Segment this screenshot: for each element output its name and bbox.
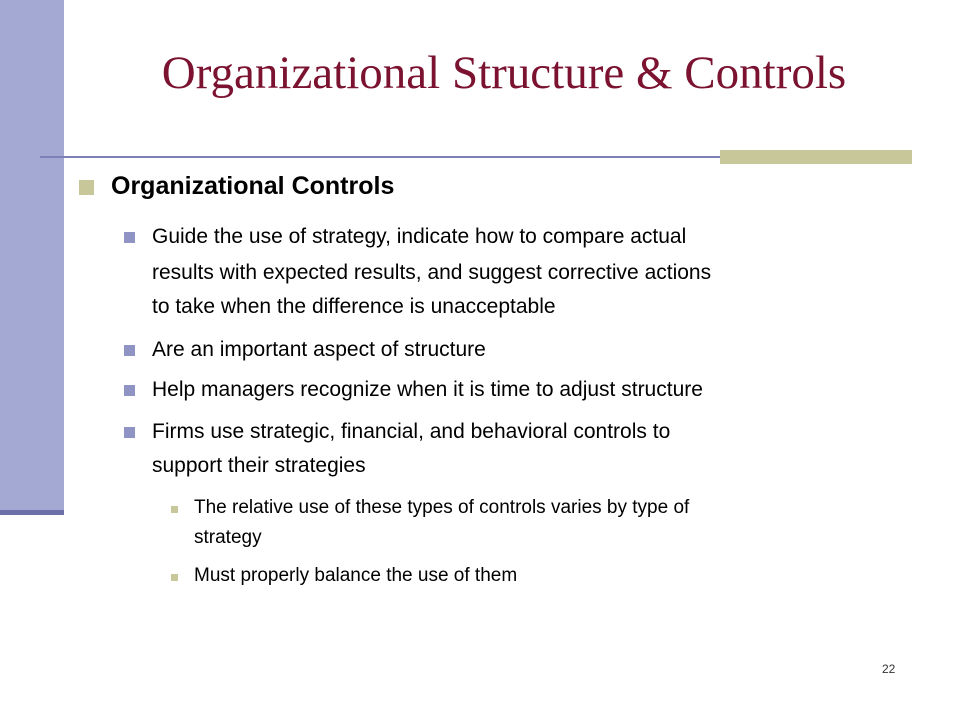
subpoint-bullet — [171, 574, 178, 581]
heading-bullet — [79, 180, 94, 195]
point-1-line-2: results with expected results, and suggest corrective actions — [152, 261, 712, 284]
subpoint-1-line-1: The relative use of these types of controls varies by type of — [194, 497, 690, 518]
point-1-line-1: Guide the use of strategy, indicate how to compare actual — [152, 225, 687, 248]
slide-title: Organizational Structure & Controls — [161, 47, 847, 99]
page-number: 22 — [882, 662, 896, 676]
subpoint-bullet — [171, 506, 178, 513]
point-bullet — [124, 232, 135, 243]
point-bullet — [124, 385, 135, 396]
point-3-line-1: Help managers recognize when it is time to adjust structure — [152, 378, 703, 401]
point-4-line-1: Firms use strategic, financial, and behavioral controls to — [152, 420, 671, 443]
subpoint-1-line-2: strategy — [194, 527, 262, 548]
subpoint-2-line-1: Must properly balance the use of them — [194, 565, 518, 586]
point-4-line-2: support their strategies — [152, 454, 366, 477]
point-1-line-3: to take when the difference is unacceptable — [152, 295, 556, 318]
point-bullet — [124, 345, 135, 356]
point-bullet — [124, 427, 135, 438]
point-2-line-1: Are an important aspect of structure — [152, 338, 486, 361]
section-heading: Organizational Controls — [111, 172, 395, 200]
